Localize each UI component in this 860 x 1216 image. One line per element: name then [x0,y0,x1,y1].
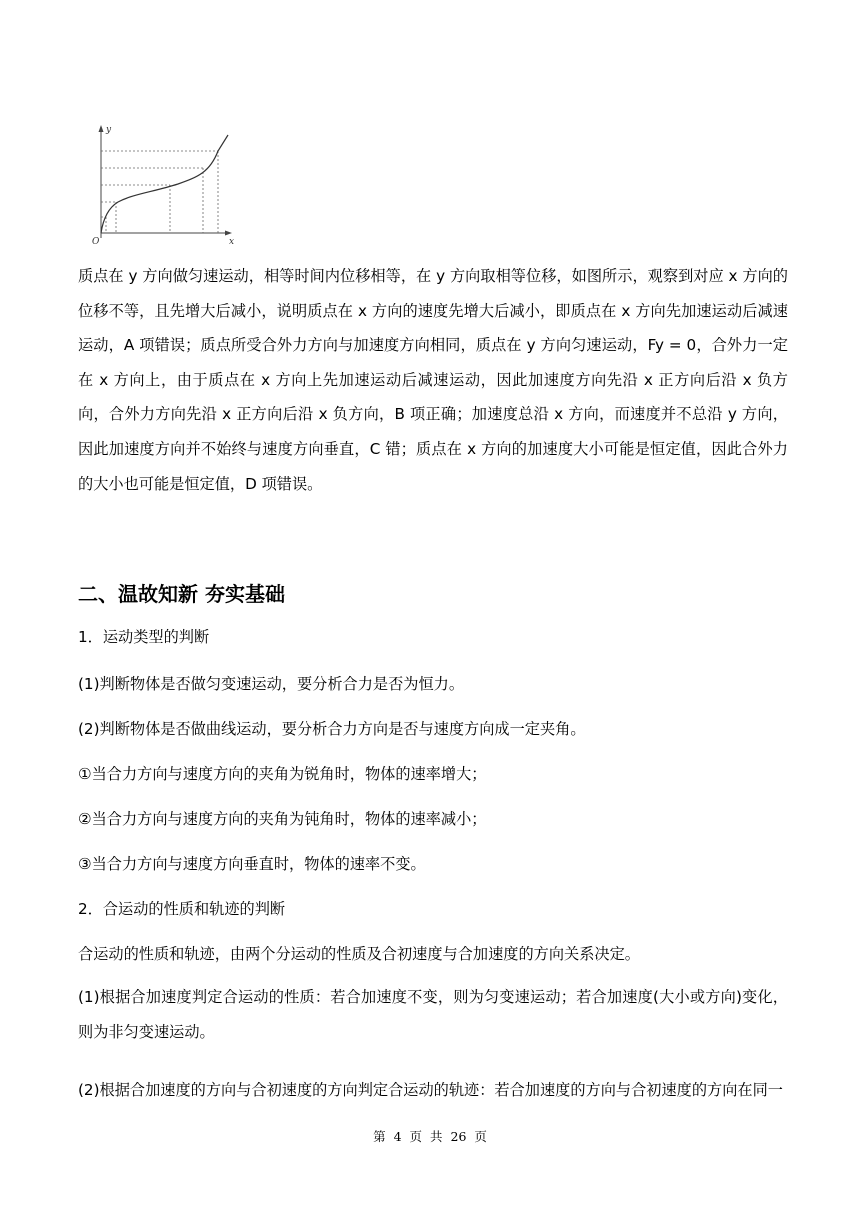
item1-case2: ②当合力方向与速度方向的夹角为钝角时，物体的速率减小； [78,810,487,828]
footer-current-page: 4 [393,1129,402,1144]
item2-point1: (1)根据合加速度判定合运动的性质：若合加速度不变，则为匀变速运动；若合加速度(大小或方向)变化，则为非匀变速运动。 [78,988,788,1041]
page-footer [0,1127,860,1145]
item2-point2: (2)根据合加速度的方向与合初速度的方向判定合运动的轨迹：若合加速度的方向与合初速度的方向在同一 [78,1081,783,1099]
item1-point2: (2)判断物体是否做曲线运动，要分析合力方向是否与速度方向成一定夹角。 [78,720,586,738]
analysis-paragraph: 质点在 y 方向做匀速运动，相等时间内位移相等，在 y 方向取相等位移，如图所示，观察到对应 x 方向的位移不等，且先增大后减小，说明质点在 x 方向的速度先增大后减小，即质点在 x 方向先加速运动后减速运动，A 项错误；质点所受合外力方向与加速度方向相同，质点在 y 方向匀速运动，Fy = 0，合外力一定在 x 方向上，由于质点在 x 方向上先加速运动后减速运动，因此加速度方向先沿 x 正方向后沿 x 负方向，合外力方向先沿 x 正方向后沿 x 负方向，B 项正确；加速度总沿 x 方向，而速度并不总沿 y 方向，因此加速度方向并不始终与速度方向垂直，C 错；质点在 x 方向的加速度大小可能是恒定值，因此合外力的大小也可能是恒定值，D 项错误。 [78,267,788,493]
x-axis-label: x [229,237,235,247]
item1-case3: ③当合力方向与速度方向垂直时，物体的速率不变。 [78,855,426,873]
footer-total-pages: 26 [450,1129,467,1144]
footer-page-word: 页 [409,1129,423,1144]
section-heading: 二、温故知新 夯实基础 [78,582,285,606]
y-axis-arrow [99,125,104,132]
footer-total-word: 共 [430,1129,443,1144]
vertical-dashed-lines [106,151,218,233]
x-axis-arrow [225,231,232,236]
horizontal-dashed-lines [101,151,218,217]
item1-case1: ①当合力方向与速度方向的夹角为锐角时，物体的速率增大； [78,765,487,783]
y-axis-label: y [106,125,112,135]
item1-point1: (1)判断物体是否做匀变速运动，要分析合力是否为恒力。 [78,675,465,693]
item1-title: 1．运动类型的判断 [78,628,210,646]
footer-suffix: 页 [474,1129,487,1144]
origin-label: O [92,237,100,247]
motion-trajectory-figure [88,120,248,248]
trajectory-curve [101,135,228,233]
footer-prefix: 第 [373,1129,386,1144]
item2-intro: 合运动的性质和轨迹，由两个分运动的性质及合初速度与合加速度的方向关系决定。 [78,945,640,963]
item2-title: 2．合运动的性质和轨迹的判断 [78,900,286,918]
